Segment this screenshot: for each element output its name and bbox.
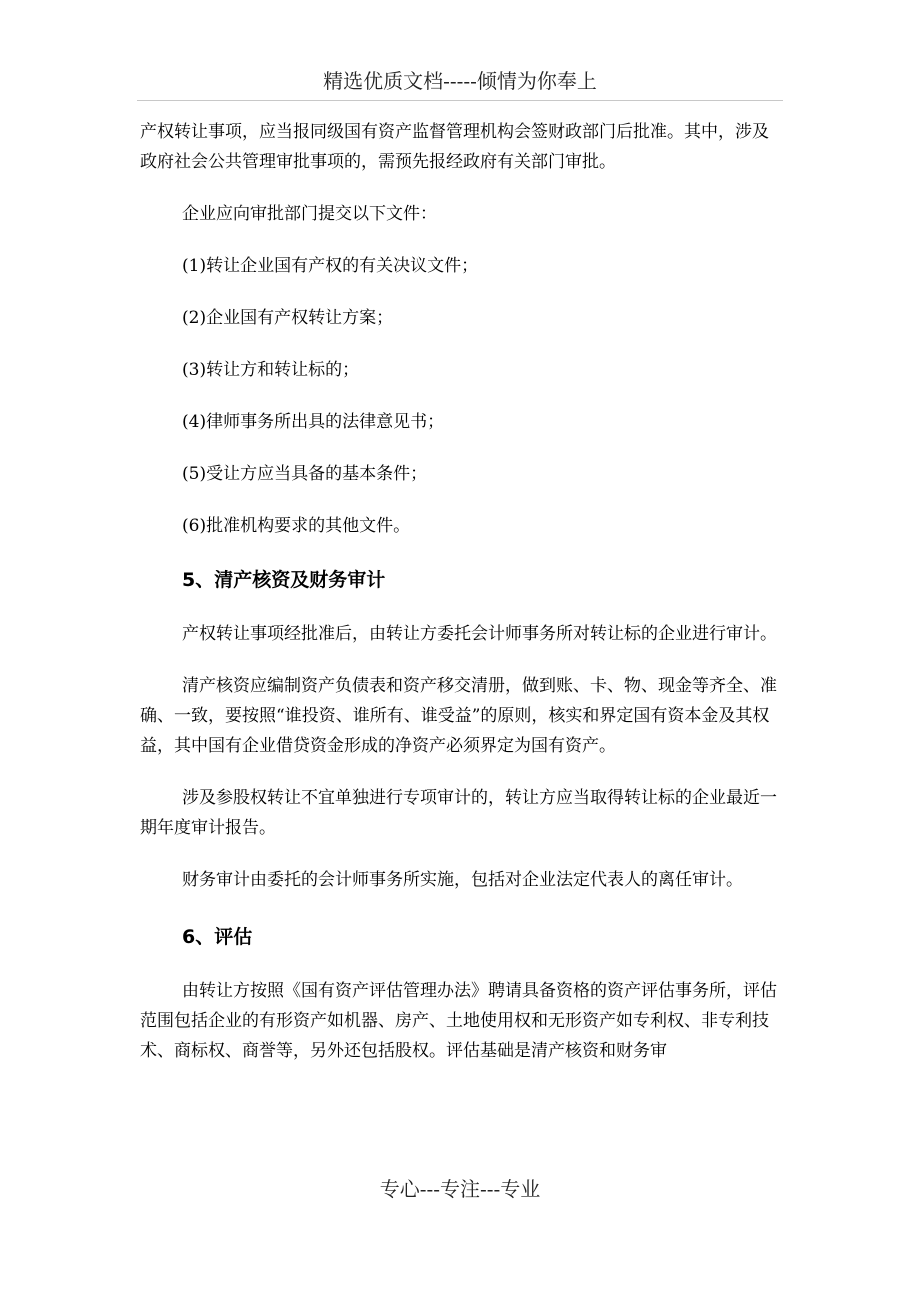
header-divider [137,100,783,101]
paragraph-audit-after-approval: 产权转让事项经批准后，由转让方委托会计师事务所对转让标的企业进行审计。 [182,624,777,644]
list-item: (6)批准机构要求的其他文件。 [182,516,411,536]
list-item: (3)转让方和转让标的； [182,360,360,380]
paragraph-valuation: 由转让方按照《国有资产评估管理办法》聘请具备资格的资产评估事务所，评估范围包括企业的有形资产如机器、房产、土地使用权和无形资产如专利权、非专利技术、商标权、商誉等，另外还包括股权。评估基础是清产核资和财务审 [140,981,777,1061]
list-item: (5)受让方应当具备的基本条件； [182,464,428,484]
paragraph-approval: 产权转让事项，应当报同级国有资产监督管理机构会签财政部门后批准。其中，涉及政府社会公共管理审批事项的，需预先报经政府有关部门审批。 [140,122,769,172]
paragraph-asset-verification: 清产核资应编制资产负债表和资产移交清册，做到账、卡、物、现金等齐全、准确、一致，要按照“谁投资、谁所有、谁受益”的原则，核实和界定国有资本金及其权益，其中国有企业借贷资金形成的净资产必须界定为国有资产。 [140,676,777,756]
paragraph-required-documents: 企业应向审批部门提交以下文件： [182,204,437,224]
document-list [140,251,780,541]
paragraph-financial-audit: 财务审计由委托的会计师事务所实施，包括对企业法定代表人的离任审计。 [182,870,743,890]
page-footer: 专心---专注---专业 [379,1177,541,1201]
document-body [140,117,780,1066]
list-item: (1)转让企业国有产权的有关决议文件； [182,256,479,276]
list-item: (2)企业国有产权转让方案； [182,308,394,328]
section-heading-5: 5、清产核资及财务审计 [182,569,386,591]
section-heading-6: 6、评估 [182,926,253,948]
page-header: 精选优质文档-----倾情为你奉上 [323,69,597,93]
list-item: (4)律师事务所出具的法律意见书； [182,412,445,432]
paragraph-minority-stake-audit: 涉及参股权转让不宜单独进行专项审计的，转让方应当取得转让标的企业最近一期年度审计报告。 [140,788,777,838]
